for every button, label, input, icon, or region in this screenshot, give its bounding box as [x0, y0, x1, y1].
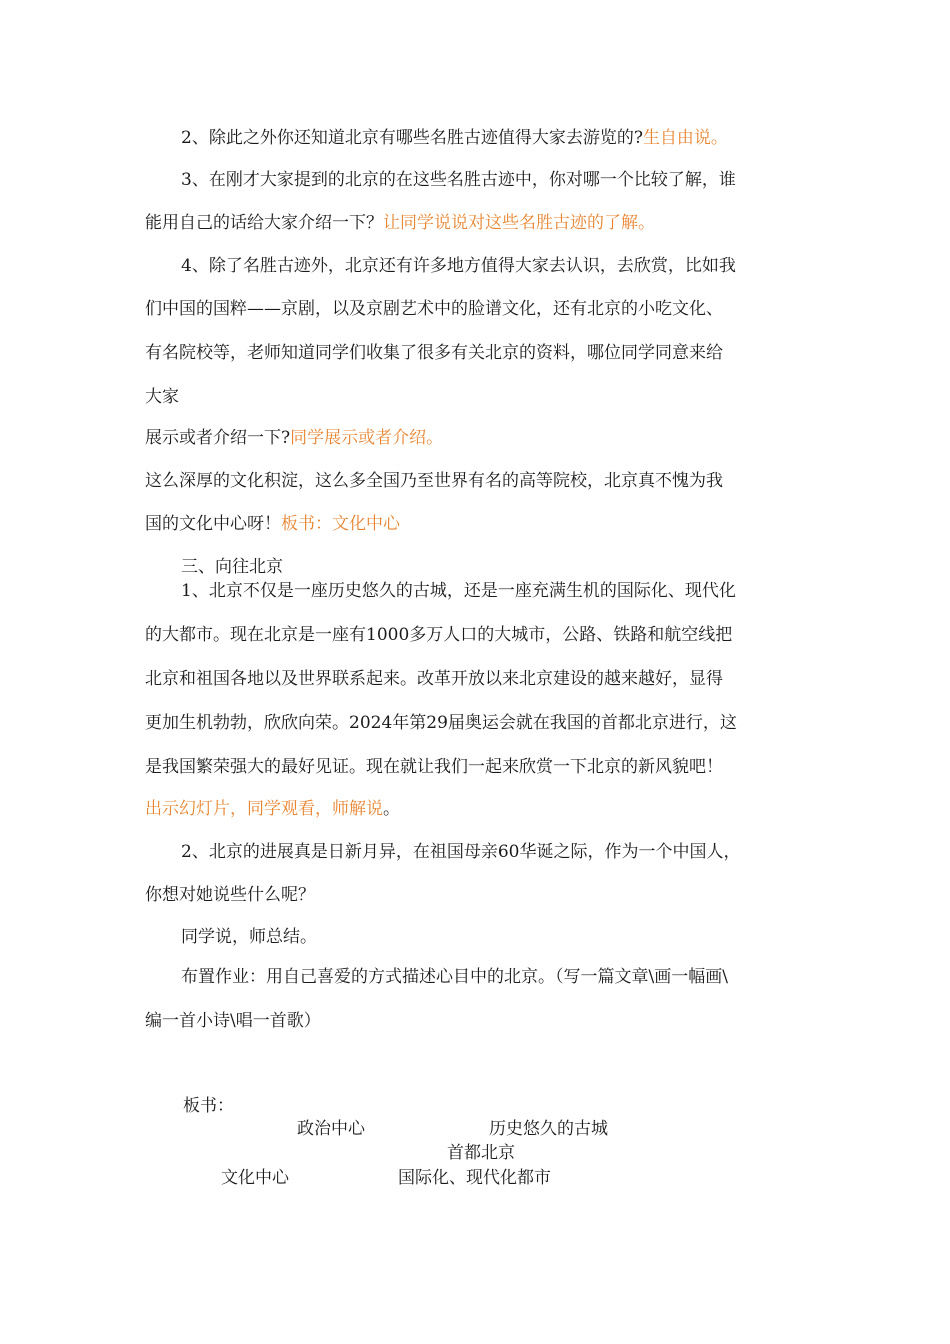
section-heading: 三、向往北京 [181, 557, 283, 577]
paragraph-text: 能用自己的话给大家介绍一下？ [145, 213, 383, 233]
section-3-para-2-line-2: 你想对她说些什么呢？ [145, 885, 315, 905]
teacher-note: 板书：文化中心 [281, 514, 400, 534]
paragraph-4-line-1: 4、除了名胜古迹外，北京还有许多地方值得大家去认识，去欣赏，比如我 [181, 256, 736, 276]
teacher-note: 出示幻灯片，同学观看，师解说 [145, 799, 383, 819]
board-historic-city: 历史悠久的古城 [489, 1119, 608, 1139]
paragraph-4-line-3: 有名院校等，老师知道同学们收集了很多有关北京的资料，哪位同学同意来给 [145, 343, 723, 363]
section-3-para-1-line-2: 的大都市。现在北京是一座有1000多万人口的大城市，公路、铁路和航空线把 [145, 625, 733, 645]
section-3-para-1-line-4: 更加生机勃勃，欣欣向荣。2024年第29届奥运会就在我国的首都北京进行，这 [145, 713, 737, 733]
teacher-note: 生自由说。 [642, 128, 728, 148]
section-3-para-1-line-3: 北京和祖国各地以及世界联系起来。改革开放以来北京建设的越来越好，显得 [145, 669, 723, 689]
section-3-para-2-line-1: 2、北京的进展真是日新月异，在祖国母亲60华诞之际，作为一个中国人， [181, 842, 741, 862]
paragraph-text: 。 [383, 799, 400, 819]
homework-line-1: 布置作业：用自己喜爱的方式描述心目中的北京。（写一篇文章\画一幅画\ [181, 967, 728, 987]
paragraph-2 [181, 126, 815, 150]
board-political-center: 政治中心 [297, 1119, 365, 1139]
paragraph-5-line-2 [145, 512, 815, 536]
summary-line: 同学说，师总结。 [181, 927, 317, 947]
paragraph-4-line-5 [145, 426, 815, 450]
paragraph-5-line-1: 这么深厚的文化积淀，这么多全国乃至世界有名的高等院校，北京真不愧为我 [145, 471, 723, 491]
paragraph-text: 2、除此之外你还知道北京有哪些名胜古迹值得大家去游览的? [181, 128, 643, 148]
paragraph-3-line-1: 3、在刚才大家提到的北京的在这些名胜古迹中，你对哪一个比较了解，谁 [181, 170, 736, 190]
section-3-para-1-line-1: 1、北京不仅是一座历史悠久的古城，还是一座充满生机的国际化、现代化 [181, 581, 736, 601]
section-3-para-1-line-5: 是我国繁荣强大的最好见证。现在就让我们一起来欣赏一下北京的新风貌吧！ [145, 757, 723, 777]
section-3-para-1-line-6 [145, 797, 815, 821]
teacher-note: 同学展示或者介绍。 [290, 428, 444, 448]
paragraph-text: 展示或者介绍一下? [145, 428, 291, 448]
paragraph-4-line-4: 大家 [145, 387, 179, 407]
board-modern-city: 国际化、现代化都市 [398, 1168, 551, 1188]
board-capital: 首都北京 [447, 1143, 515, 1163]
teacher-note: 让同学说说对这些名胜古迹的了解。 [383, 213, 655, 233]
board-cultural-center: 文化中心 [221, 1168, 289, 1188]
paragraph-4-line-2: 们中国的国粹——京剧，以及京剧艺术中的脸谱文化，还有北京的小吃文化、 [145, 299, 723, 319]
paragraph-text: 国的文化中心呀！ [145, 514, 281, 534]
homework-line-2: 编一首小诗\唱一首歌） [145, 1011, 321, 1031]
paragraph-3-line-2 [145, 211, 815, 235]
board-label: 板书： [183, 1096, 234, 1116]
